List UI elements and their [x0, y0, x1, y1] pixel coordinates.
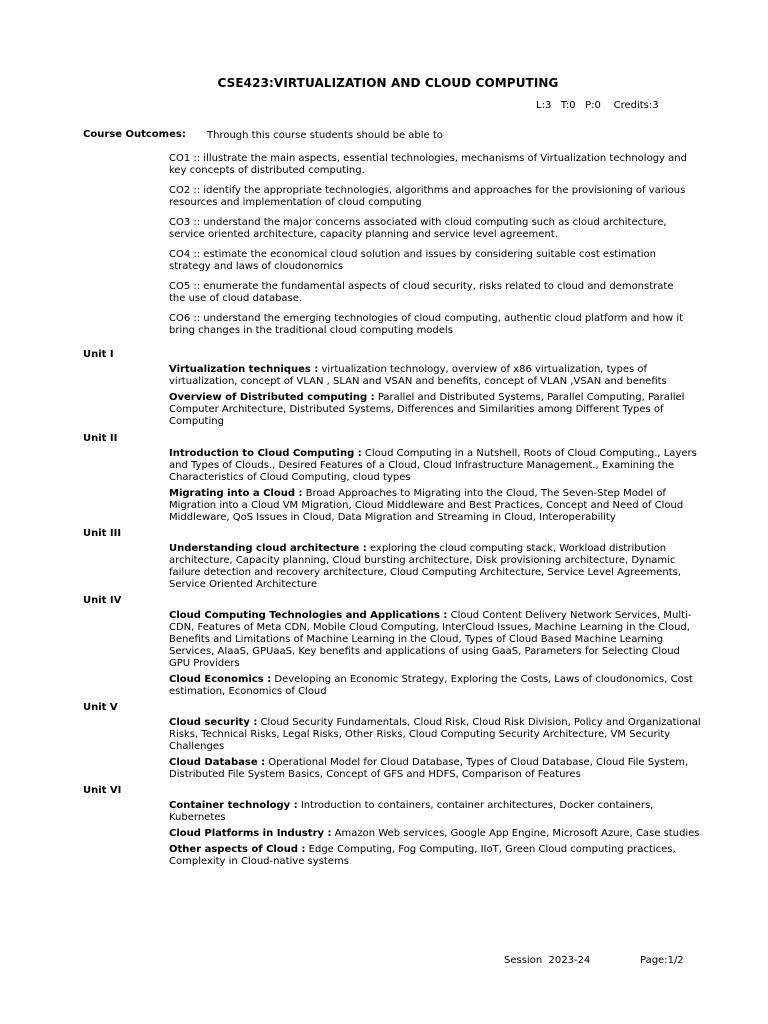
topic	[169, 610, 704, 670]
topic-title: Understanding cloud architecture :	[169, 543, 367, 554]
topic	[169, 543, 704, 591]
course-outcomes-list	[169, 153, 689, 345]
credits-line: L:3 T:0 P:0 Credits:3	[536, 100, 659, 111]
topic-content: Cloud Computing in a Nutshell, Roots of Cloud Computing., Layers and Types of Clouds., Desired Features of a Cloud, Cloud Infrastructure Management., Examining the Characteristics of Cloud Computing, cloud types	[169, 448, 697, 483]
unit-label: Unit IV	[83, 595, 122, 606]
topic-title: Introduction to Cloud Computing :	[169, 448, 362, 459]
unit-label: Unit II	[83, 433, 118, 444]
co-item: CO3 :: understand the major concerns associated with cloud computing such as cloud architecture, service oriented architecture, capacity planning and service level agreement.	[169, 217, 667, 240]
topic-title: Cloud Platforms in Industry :	[169, 828, 332, 839]
co-item: CO1 :: illustrate the main aspects, essential technologies, mechanisms of Virtualization technology and key concepts of distributed computing.	[169, 153, 687, 176]
co-item: CO2 :: identify the appropriate technologies, algorithms and approaches for the provisioning of various resources and implementation of cloud computing	[169, 185, 686, 208]
topic	[169, 488, 704, 524]
course-title: CSE423:VIRTUALIZATION AND CLOUD COMPUTING	[217, 76, 559, 90]
footer-page-number: Page:1/2	[640, 955, 684, 966]
topic-content: Broad Approaches to Migrating into the Cloud, The Seven-Step Model of Migration into a Cloud VM Migration, Cloud Middleware and Best Practices, Concept and Need of Cloud Middleware, QoS Issues in Cloud, Data Migration and Streaming in Cloud, Interoperability	[169, 488, 684, 523]
co-item: CO5 :: enumerate the fundamental aspects of cloud security, risks related to cloud and demonstrate the use of cloud database.	[169, 281, 674, 304]
topic-title: Cloud Computing Technologies and Applications :	[169, 610, 448, 621]
topic-content: Edge Computing, Fog Computing, IIoT, Green Cloud computing practices, Complexity in Cloud-native systems	[169, 844, 676, 867]
course-outcomes-label: Course Outcomes:	[83, 129, 186, 140]
footer-session: Session 2023-24	[504, 955, 591, 966]
topic-title: Container technology :	[169, 800, 298, 811]
topic	[169, 364, 704, 388]
unit-6	[83, 785, 713, 868]
unit-2	[83, 433, 713, 524]
co-item: CO6 :: understand the emerging technologies of cloud computing, authentic cloud platform and how it bring changes in the traditional cloud computing models	[169, 313, 684, 336]
topic	[169, 448, 704, 484]
topic-title: Cloud Database :	[169, 757, 266, 768]
co-item: CO4 :: estimate the economical cloud solution and issues by considering suitable cost estimation strategy and laws of cloudonomics	[169, 249, 657, 272]
topic-title: Other aspects of Cloud :	[169, 844, 306, 855]
unit-label: Unit I	[83, 349, 114, 360]
topic	[169, 674, 704, 698]
topic-content: Operational Model for Cloud Database, Types of Cloud Database, Cloud File System, Distributed File System Basics, Concept of GFS and HDFS, Comparison of Features	[169, 757, 689, 780]
unit-label: Unit V	[83, 702, 118, 713]
topic-title: Virtualization techniques :	[169, 364, 319, 375]
topic-content: virtualization technology, overview of x86 virtualization, types of virtualization, concept of VLAN , SLAN and VSAN and benefits, concept of VLAN ,VSAN and benefits	[169, 364, 667, 387]
topic	[169, 800, 704, 824]
topic	[169, 717, 704, 753]
course-outcomes-intro: Through this course students should be able to	[207, 130, 443, 141]
topic-title: Cloud security :	[169, 717, 258, 728]
topic-content: Introduction to containers, container architectures, Docker containers, Kubernetes	[169, 800, 654, 823]
units-section	[83, 349, 713, 872]
topic	[169, 828, 704, 840]
topic	[169, 392, 704, 428]
topic-title: Overview of Distributed computing :	[169, 392, 375, 403]
topic-content: Parallel and Distributed Systems, Parallel Computing, Parallel Computer Architecture, Distributed Systems, Differences and Similarities among Different Types of Computing	[169, 392, 685, 427]
unit-4	[83, 595, 713, 698]
topic-content: Amazon Web services, Google App Engine, Microsoft Azure, Case studies	[331, 828, 700, 839]
topic	[169, 757, 704, 781]
unit-5	[83, 702, 713, 781]
topic-content: Cloud Content Delivery Network Services, Multi-CDN, Features of Meta CDN, Mobile Cloud Computing, InterCloud Issues, Machine Learning in the Cloud, Benefits and Limitations of Machine Learning in the Cloud, Types of Cloud Based Machine Learning Services, AIaaS, GPUaaS, Key benefits and applications of using GaaS, Parameters for Selecting Cloud GPU Providers	[169, 610, 692, 669]
topic	[169, 844, 704, 868]
unit-1	[83, 349, 713, 428]
topic-content: Cloud Security Fundamentals, Cloud Risk, Cloud Risk Division, Policy and Organizational Risks, Technical Risks, Legal Risks, Other Risks, Cloud Computing Security Architecture, VM Security Challenges	[169, 717, 701, 752]
unit-3	[83, 528, 713, 591]
topic-title: Cloud Economics :	[169, 674, 272, 685]
topic-content: Developing an Economic Strategy, Exploring the Costs, Laws of cloudonomics, Cost estimation, Economics of Cloud	[169, 674, 693, 697]
unit-label: Unit III	[83, 528, 122, 539]
unit-label: Unit VI	[83, 785, 122, 796]
topic-title: Migrating into a Cloud :	[169, 488, 303, 499]
topic-content: exploring the cloud computing stack, Workload distribution architecture, Capacity planning, Cloud bursting architecture, Disk provisioning architecture, Dynamic failure detection and recovery architecture, Cloud Computing Architecture, Service Level Agreements, Service Oriented Architecture	[169, 543, 682, 590]
